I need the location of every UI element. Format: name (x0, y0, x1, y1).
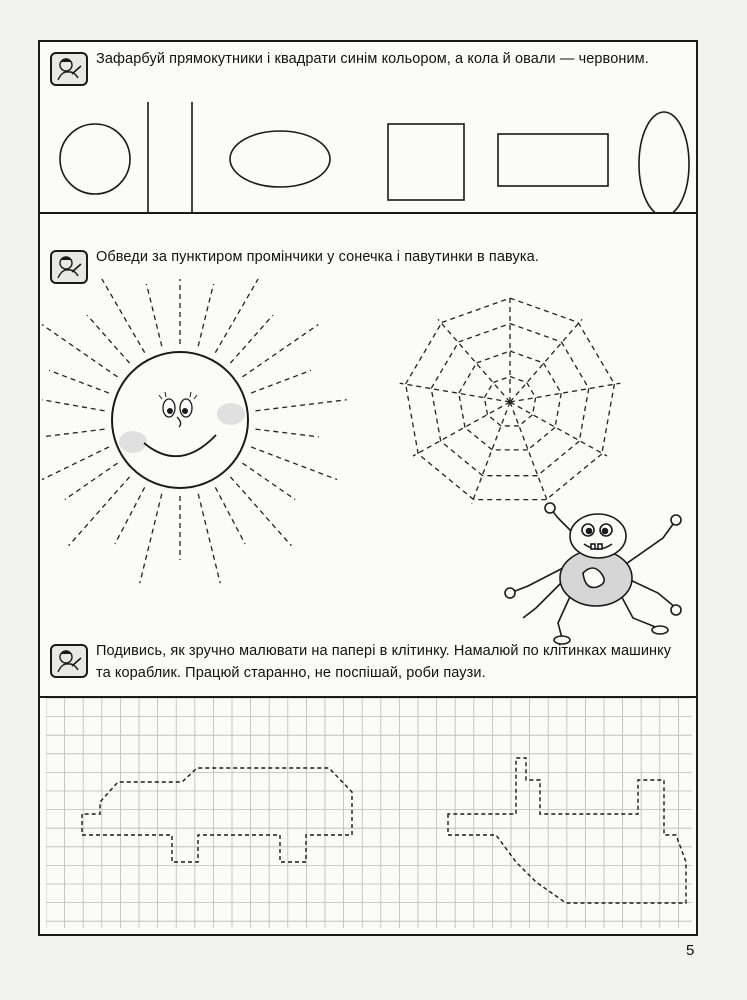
web-ring (519, 415, 533, 426)
worksheet-frame (38, 40, 698, 936)
dashed-ray (140, 494, 162, 583)
dashed-ray (49, 370, 109, 393)
web-ring (555, 393, 561, 427)
task-color-shapes (50, 48, 686, 86)
web-ring (510, 324, 561, 342)
web-ring (406, 384, 419, 454)
web-ring (579, 388, 589, 441)
dashed-ray (243, 325, 319, 377)
dashed-ray (146, 284, 161, 346)
web-spoke (510, 383, 620, 402)
sun-drawing (40, 277, 380, 657)
web-spoke (400, 383, 510, 402)
shape-square (388, 124, 464, 200)
web-spoke (510, 319, 582, 402)
section-divider (40, 212, 696, 214)
web-ring (477, 351, 510, 363)
task-grid-drawing (50, 640, 686, 684)
dashed-ray (243, 463, 296, 499)
dashed-ray (251, 370, 311, 393)
dashed-ray (198, 284, 213, 346)
shape-circle (60, 124, 130, 194)
dashed-ray (215, 279, 258, 353)
child-writing-icon (50, 52, 88, 86)
spider-web-drawing (390, 290, 630, 520)
dashed-ray (42, 400, 105, 411)
web-ring (602, 384, 615, 454)
dashed-ray (230, 477, 291, 546)
dashed-ray (115, 487, 145, 544)
dashed-ray (42, 429, 105, 437)
web-ring (510, 298, 578, 322)
web-ring (578, 322, 614, 384)
dashed-ray (65, 463, 118, 499)
dashed-ray (42, 325, 117, 377)
dashed-car-outline (82, 768, 352, 862)
task-instruction: Зафарбуй прямокутники і квадрати синім кольором, а кола й овали — червоним. (96, 51, 649, 67)
web-ring (431, 388, 441, 441)
web-ring (527, 382, 536, 397)
dashed-ray (230, 315, 272, 363)
web-spoke (510, 402, 607, 456)
web-spoke (438, 319, 510, 402)
web-ring (442, 298, 510, 322)
dashed-ray (251, 447, 337, 480)
dashed-ray (255, 400, 346, 411)
page-number: 5 (686, 942, 695, 959)
web-ring (493, 377, 510, 383)
web-ring (441, 441, 483, 475)
grid-paper (46, 698, 692, 928)
dashed-ray (42, 447, 109, 480)
web-ring (528, 427, 555, 449)
web-ring (510, 377, 527, 383)
dashed-ray (198, 494, 220, 583)
sun-face (112, 352, 248, 488)
dashed-ray (215, 487, 245, 544)
shape-horizontal-oval (230, 131, 330, 187)
web-ring (465, 427, 492, 449)
web-ring (543, 363, 561, 393)
task-instruction: Подивись, як зручно малювати на папері в клітинку. Намалюй по клітинках машинку та кораблик. Працюй старанно, не поспішай, роби паузи. (96, 643, 672, 681)
web-ring (487, 415, 501, 426)
web-ring (459, 393, 465, 427)
web-spoke (413, 402, 510, 456)
child-writing-icon (50, 644, 88, 678)
task-instruction: Обведи за пунктиром промінчики у сонечка і павутинки в павука. (96, 249, 539, 265)
spider-illustration (488, 498, 688, 648)
shapes-row (40, 102, 700, 212)
web-ring (459, 363, 477, 393)
dashed-ray (87, 315, 129, 363)
dashed-ray (255, 429, 319, 437)
web-ring (537, 441, 579, 475)
web-ring (510, 351, 543, 363)
shape-vertical-rectangle (148, 102, 192, 212)
web-ring (484, 382, 493, 397)
web-ring (459, 324, 510, 342)
web-ring (406, 322, 442, 384)
dashed-ray (69, 477, 130, 546)
shape-vertical-oval (639, 112, 689, 212)
dashed-ray (102, 279, 145, 353)
web-ring (561, 342, 588, 388)
web-ring (431, 342, 458, 388)
web-ring (484, 398, 487, 415)
web-ring (533, 398, 536, 415)
shape-horizontal-rectangle (498, 134, 608, 186)
